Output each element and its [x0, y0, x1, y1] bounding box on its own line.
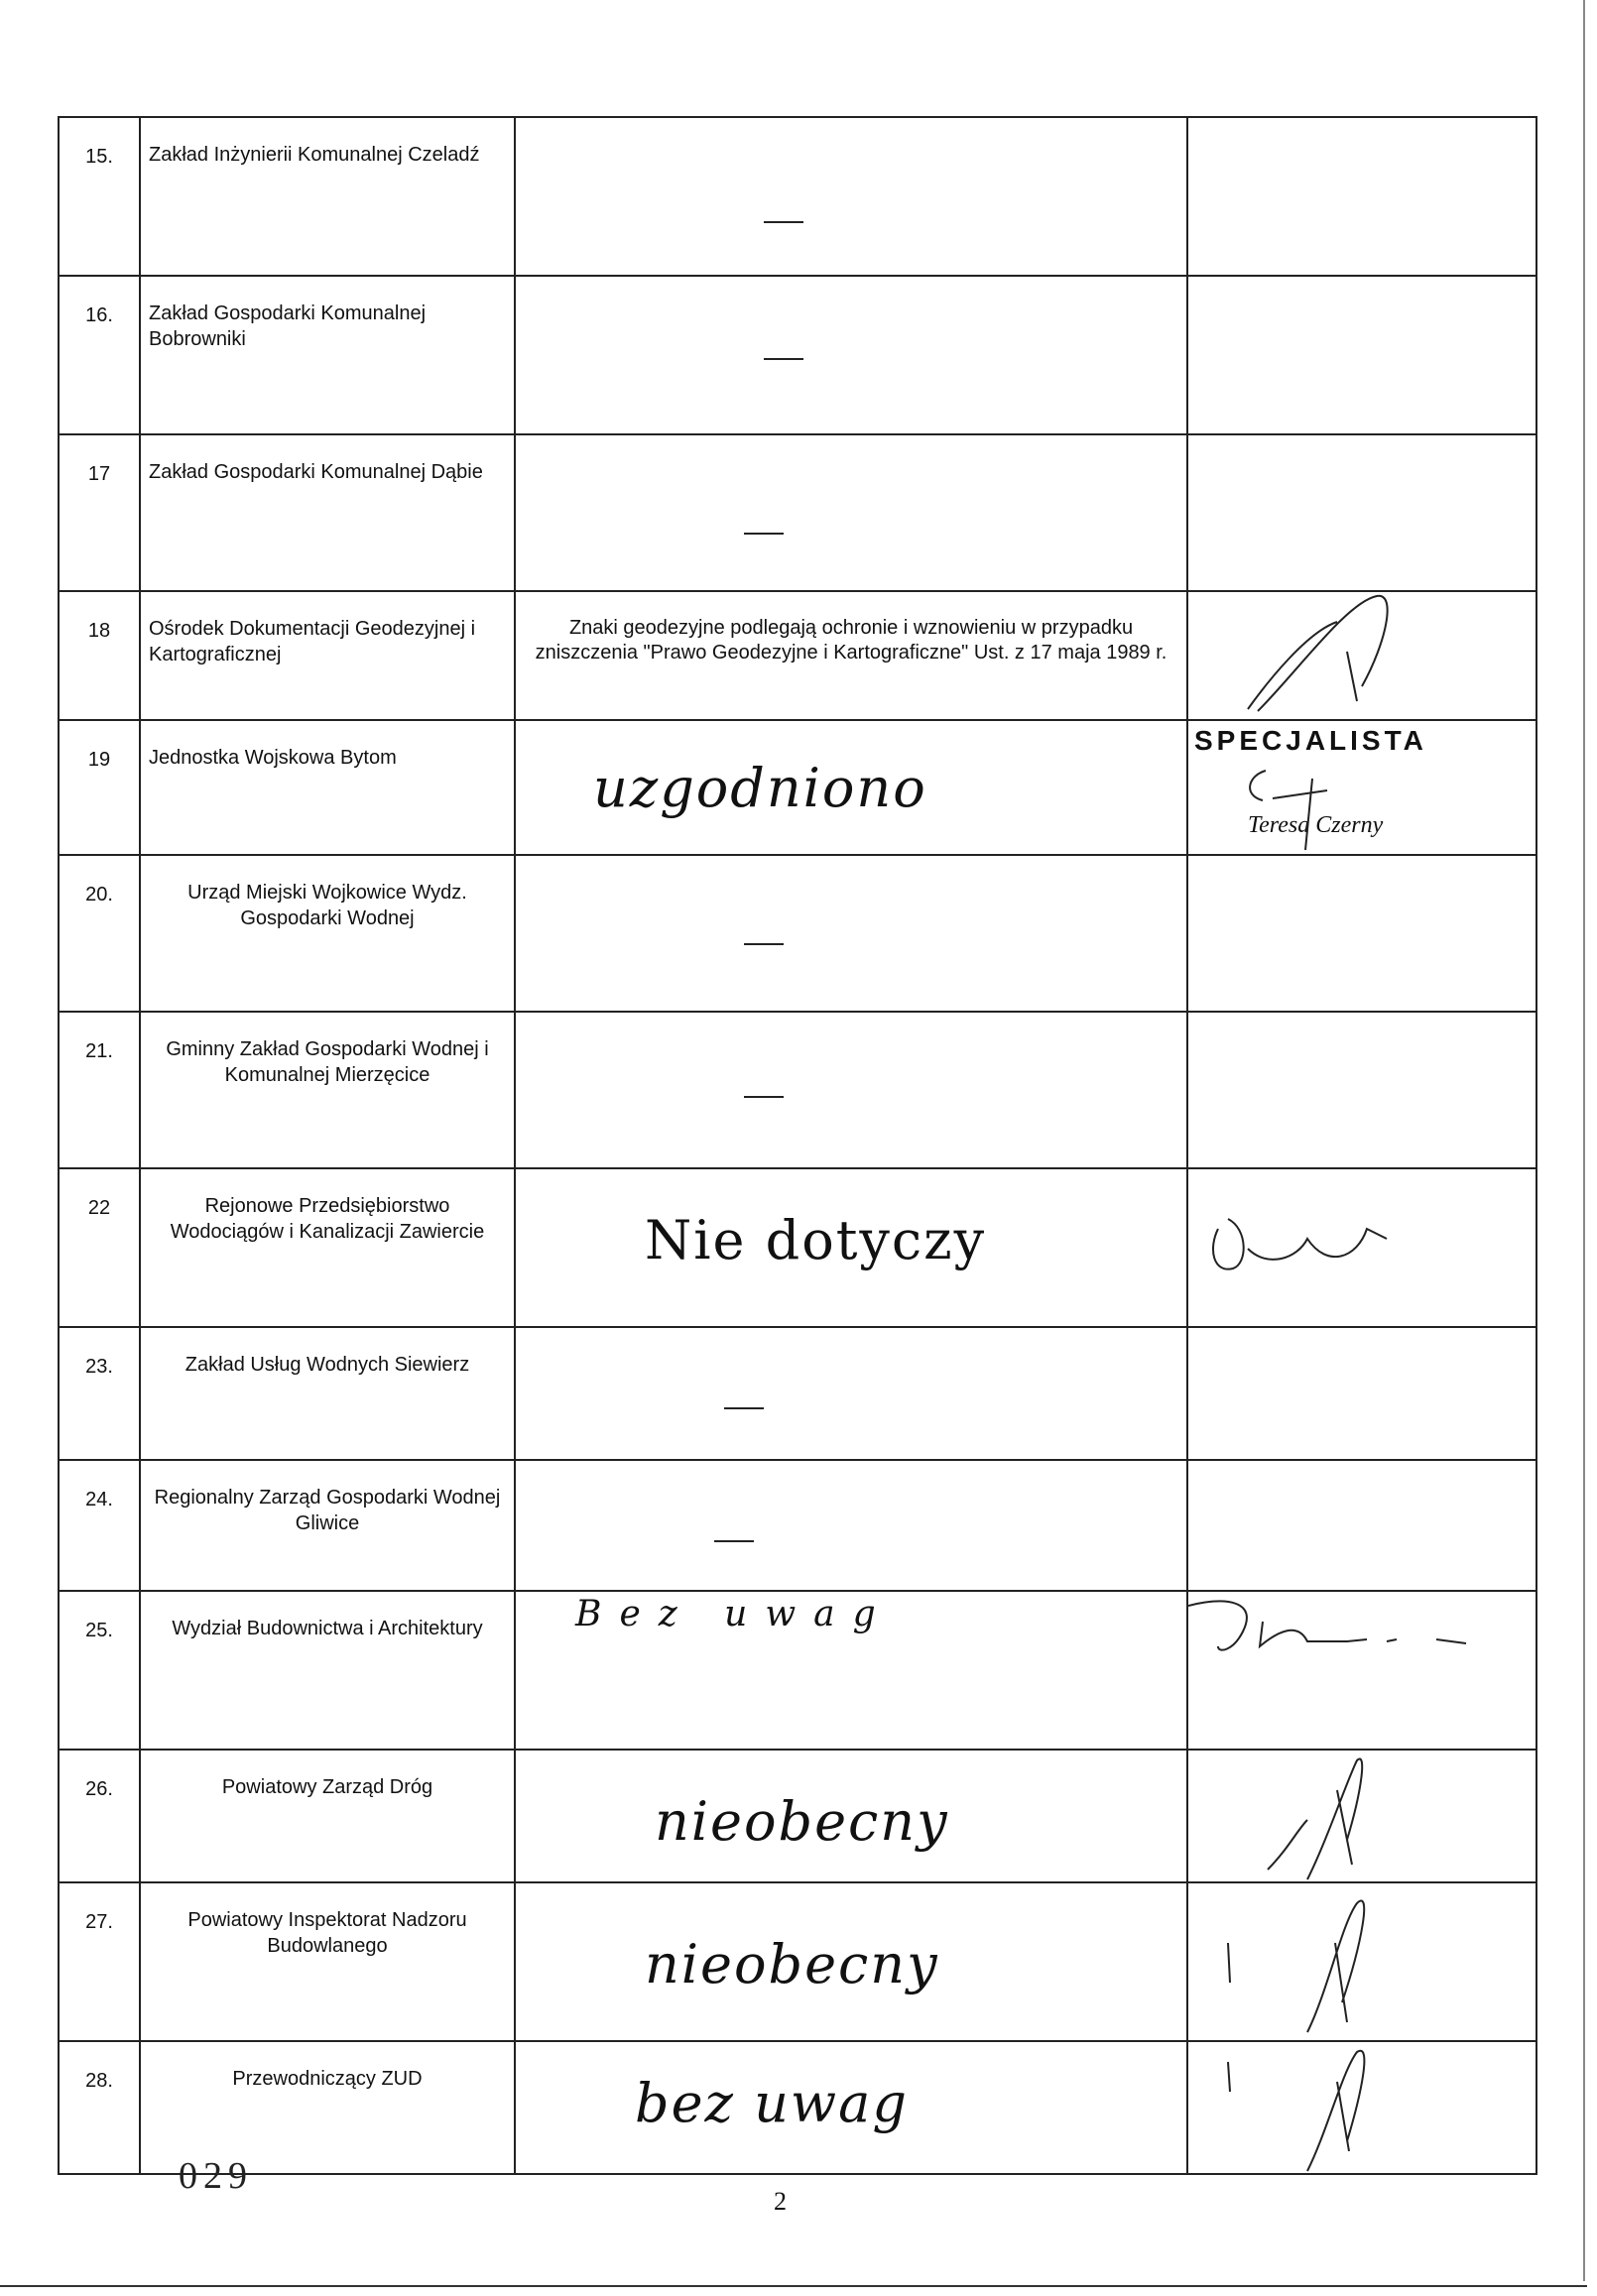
response-dash — [724, 1407, 764, 1409]
handwritten-response: Bez uwag — [575, 1594, 894, 1634]
response-cell — [515, 1460, 1187, 1591]
response-cell — [515, 434, 1187, 591]
signature-cell — [1187, 1460, 1536, 1591]
response-cell — [515, 117, 1187, 276]
handwritten-response: nieobecny — [655, 1790, 949, 1853]
table-row — [59, 276, 1536, 434]
response-text: Znaki geodezyjne podlegają ochronie i wznowieniu w przypadku zniszczenia "Prawo Geodezyjne i Kartograficzne" Ust. z 17 maja 1989 r. — [535, 617, 1167, 664]
table-row — [59, 2041, 1536, 2174]
institution-name: Gminny Zakład Gospodarki Wodnej i Komunalnej Mierzęcice — [140, 1012, 515, 1168]
stamp-title: SPECJALISTA — [1194, 725, 1427, 756]
signature-cell — [1187, 1168, 1536, 1327]
row-number: 15. — [59, 117, 140, 276]
response-dash — [744, 533, 784, 535]
coordination-table — [58, 116, 1537, 2175]
signature-cell — [1187, 591, 1536, 720]
row-number: 16. — [59, 276, 140, 434]
signature-cell — [1187, 117, 1536, 276]
response-cell — [515, 2041, 1187, 2174]
scan-edge-line — [0, 2285, 1587, 2287]
institution-name: Rejonowe Przedsiębiorstwo Wodociągów i Kanalizacji Zawiercie — [140, 1168, 515, 1327]
row-number: 28. — [59, 2041, 140, 2174]
handwritten-response: Nie dotyczy — [645, 1209, 987, 1271]
response-cell — [515, 720, 1187, 855]
table-row — [59, 1168, 1536, 1327]
scan-edge-line — [1583, 0, 1585, 2281]
response-cell — [515, 276, 1187, 434]
table-row — [59, 117, 1536, 276]
institution-name: Zakład Gospodarki Komunalnej Dąbie — [140, 434, 515, 591]
signature-cell — [1187, 1327, 1536, 1460]
response-cell — [515, 1750, 1187, 1882]
signature-mark — [1188, 1883, 1532, 2040]
stamp-name: Teresa Czerny — [1248, 812, 1384, 838]
document-number: 029 — [179, 2155, 253, 2197]
table-row — [59, 720, 1536, 855]
row-number: 23. — [59, 1327, 140, 1460]
institution-name: Zakład Inżynierii Komunalnej Czeladź — [140, 117, 515, 276]
signature-mark — [1188, 1751, 1532, 1881]
response-dash — [764, 358, 803, 360]
stamp-signature — [1188, 721, 1532, 854]
institution-name: Powiatowy Inspektorat Nadzoru Budowlanego — [140, 1882, 515, 2041]
table-row — [59, 1327, 1536, 1460]
row-number: 27. — [59, 1882, 140, 2041]
row-number: 26. — [59, 1750, 140, 1882]
row-number: 25. — [59, 1591, 140, 1750]
signature-cell — [1187, 1012, 1536, 1168]
table-row — [59, 855, 1536, 1012]
institution-name: Urząd Miejski Wojkowice Wydz. Gospodarki Wodnej — [140, 855, 515, 1012]
table-row — [59, 1882, 1536, 2041]
response-cell — [515, 855, 1187, 1012]
signature-mark — [1188, 1169, 1532, 1326]
signature-cell — [1187, 1882, 1536, 2041]
row-number: 21. — [59, 1012, 140, 1168]
row-number: 24. — [59, 1460, 140, 1591]
institution-name: Powiatowy Zarząd Dróg — [140, 1750, 515, 1882]
signature-cell — [1187, 855, 1536, 1012]
institution-name: Zakład Gospodarki Komunalnej Bobrowniki — [140, 276, 515, 434]
signature-cell — [1187, 276, 1536, 434]
response-cell — [515, 1012, 1187, 1168]
signature-cell — [1187, 720, 1536, 855]
institution-name: Wydział Budownictwa i Architektury — [140, 1591, 515, 1750]
response-dash — [714, 1540, 754, 1542]
institution-name: Zakład Usług Wodnych Siewierz — [140, 1327, 515, 1460]
response-cell — [515, 1882, 1187, 2041]
institution-name: Jednostka Wojskowa Bytom — [140, 720, 515, 855]
response-dash — [744, 1096, 784, 1098]
response-cell — [515, 591, 1187, 720]
row-number: 19 — [59, 720, 140, 855]
signature-mark — [1188, 592, 1532, 719]
response-dash — [744, 943, 784, 945]
table-row — [59, 1750, 1536, 1882]
institution-name: Ośrodek Dokumentacji Geodezyjnej i Kartograficznej — [140, 591, 515, 720]
signature-cell — [1187, 2041, 1536, 2174]
page-number: 2 — [774, 2187, 787, 2216]
handwritten-response: uzgodniono — [593, 757, 927, 819]
table-row — [59, 1460, 1536, 1591]
signature-mark — [1188, 2042, 1532, 2173]
row-number: 17 — [59, 434, 140, 591]
response-dash — [764, 221, 803, 223]
signature-cell — [1187, 1750, 1536, 1882]
table-row — [59, 591, 1536, 720]
handwritten-response: bez uwag — [635, 2072, 909, 2134]
response-cell — [515, 1591, 1187, 1750]
row-number: 20. — [59, 855, 140, 1012]
institution-name: Przewodniczący ZUD — [140, 2041, 515, 2174]
row-number: 22 — [59, 1168, 140, 1327]
response-cell — [515, 1168, 1187, 1327]
response-cell — [515, 1327, 1187, 1460]
signature-mark — [1188, 1592, 1532, 1749]
signature-cell — [1187, 434, 1536, 591]
signature-cell — [1187, 1591, 1536, 1750]
table-row — [59, 434, 1536, 591]
row-number: 18 — [59, 591, 140, 720]
handwritten-response: nieobecny — [645, 1933, 939, 1995]
table-row — [59, 1591, 1536, 1750]
institution-name: Regionalny Zarząd Gospodarki Wodnej Gliwice — [140, 1460, 515, 1591]
table-row — [59, 1012, 1536, 1168]
